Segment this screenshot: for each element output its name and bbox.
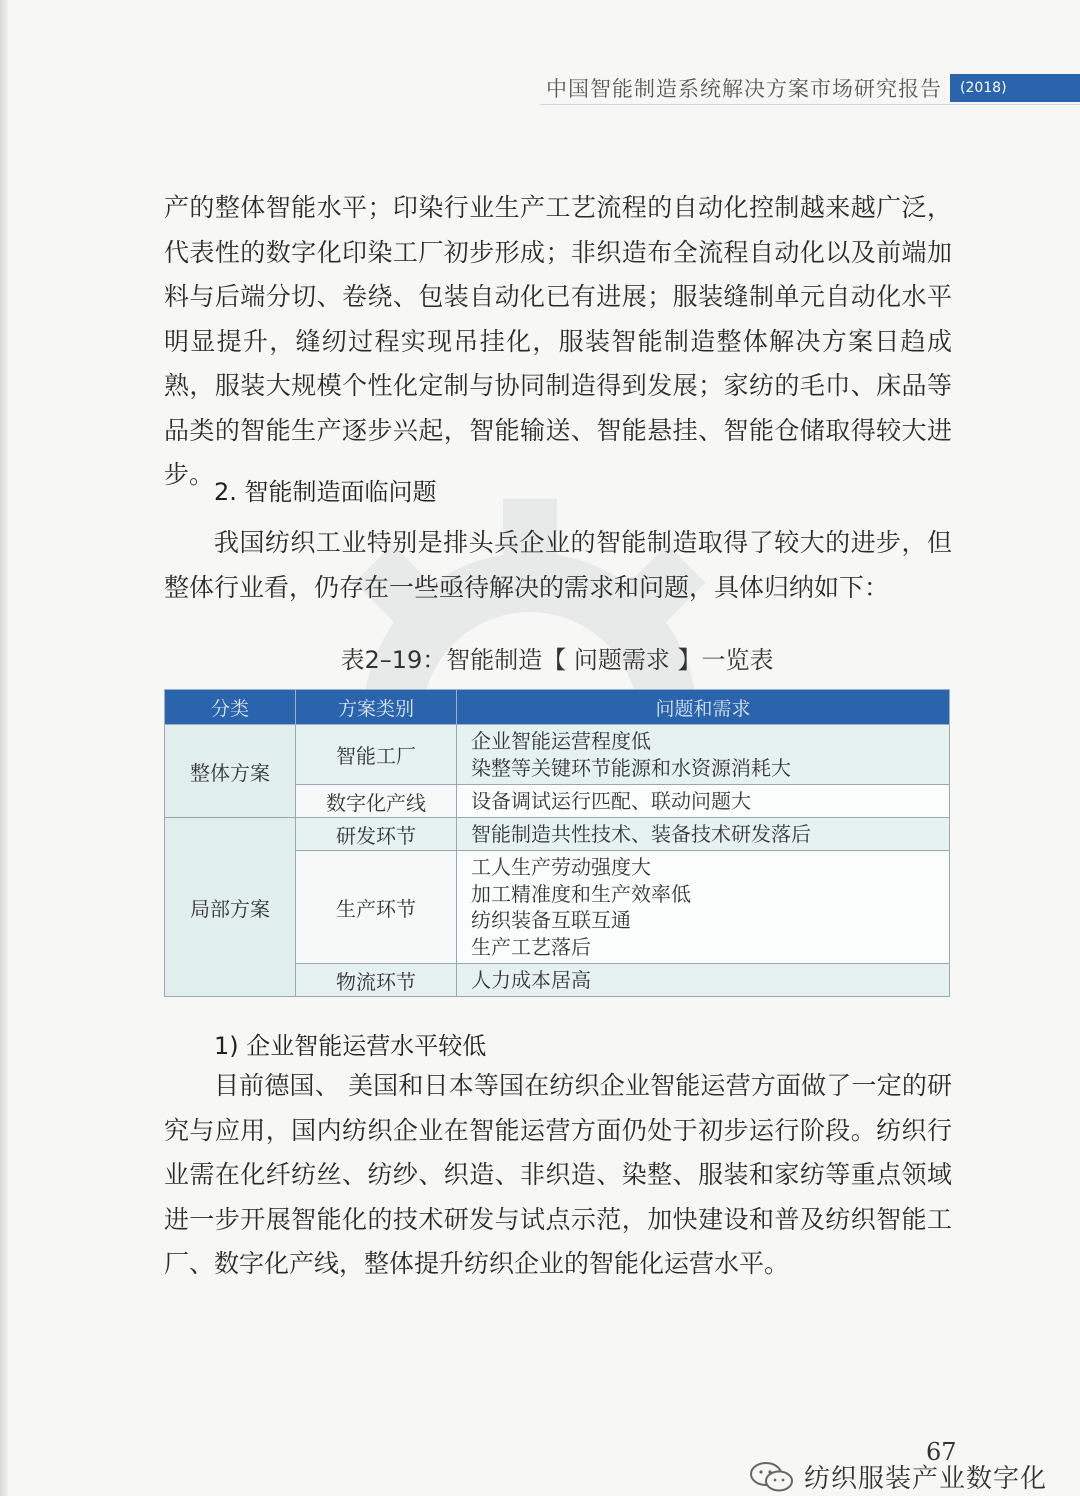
- issue-line: 染整等关键环节能源和水资源消耗大: [471, 755, 791, 780]
- issue-line: 生产工艺落后: [471, 934, 591, 959]
- type-cell: 智能工厂: [296, 725, 457, 785]
- issue-line: 智能制造共性技术、装备技术研发落后: [471, 821, 811, 846]
- issue-cell: [457, 725, 950, 785]
- report-year-badge: (2018): [950, 74, 1080, 102]
- issues-table: [164, 689, 950, 997]
- brand-name: 纺织服装产业数字化: [804, 1464, 1048, 1494]
- table-row: [165, 725, 950, 785]
- section-heading-2: 2. 智能制造面临问题: [214, 478, 437, 506]
- body-paragraph-3: 目前德国、 美国和日本等国在纺织企业智能运营方面做了一定的研究与应用，国内纺织企业在智能运营方面仍处于初步运行阶段。纺织行业需在化纤纺丝、纺纱、织造、非织造、染整、服装和家纺等重点领域进一步开展智能化的技术研发与试点示范，加快建设和普及纺织智能工厂、数字化产线，整体提升纺织企业的智能化运营水平。: [164, 1071, 952, 1278]
- header-issues: 问题和需求: [457, 690, 950, 725]
- running-header: [546, 72, 1080, 104]
- table-header-row: [165, 690, 950, 725]
- type-cell: 研发环节: [296, 818, 457, 851]
- issue-line: 工人生产劳动强度大: [471, 855, 651, 879]
- type-cell: 数字化产线: [296, 785, 457, 818]
- table-caption: 表2–19：智能制造【 问题需求 】一览表: [340, 646, 774, 674]
- table-row: [165, 818, 950, 851]
- category-cell: 整体方案: [165, 725, 296, 818]
- page-number: 67: [926, 1438, 957, 1466]
- issue-cell: [457, 818, 950, 851]
- wechat-icon: [748, 1460, 796, 1494]
- header-rule: [540, 104, 1080, 105]
- body-paragraph-1: 产的整体智能水平；印染行业生产工艺流程的自动化控制越来越广泛，代表性的数字化印染工厂初步形成；非织造布全流程自动化以及前端加料与后端分切、卷绕、包装自动化已有进展；服装缝制单元自动化水平明显提升，缝纫过程实现吊挂化，服装智能制造整体解决方案日趋成熟，服装大规模个性化定制与协同制造得到发展；家纺的毛巾、床品等品类的智能生产逐步兴起，智能输送、智能悬挂、智能仓储取得较大进步。: [164, 193, 952, 489]
- type-cell: 生产环节: [296, 851, 457, 964]
- issue-line: 设备调试运行匹配、联动问题大: [471, 788, 751, 813]
- category-cell: 局部方案: [165, 818, 296, 997]
- body-paragraph-2: 我国纺织工业特别是排头兵企业的智能制造取得了较大的进步，但整体行业看，仍存在一些亟待解决的需求和问题，具体归纳如下：: [164, 528, 952, 602]
- page-edge: [0, 0, 8, 1496]
- issue-line: 纺织装备互联互通: [471, 908, 631, 932]
- issue-cell: [457, 851, 950, 964]
- report-title: 中国智能制造系统解决方案市场研究报告: [546, 77, 942, 101]
- publisher-brand[interactable]: [748, 1458, 1047, 1495]
- header-solution-type: 方案类别: [296, 690, 457, 725]
- type-cell: 物流环节: [296, 964, 457, 997]
- header-category: 分类: [165, 690, 296, 725]
- issue-line: 企业智能运营程度低: [471, 729, 651, 753]
- issue-line: 加工精准度和生产效率低: [471, 881, 691, 906]
- issue-cell: [457, 964, 950, 997]
- section-heading-3: 1) 企业智能运营水平较低: [214, 1032, 487, 1060]
- issue-cell: [457, 785, 950, 818]
- issue-line: 人力成本居高: [471, 967, 591, 992]
